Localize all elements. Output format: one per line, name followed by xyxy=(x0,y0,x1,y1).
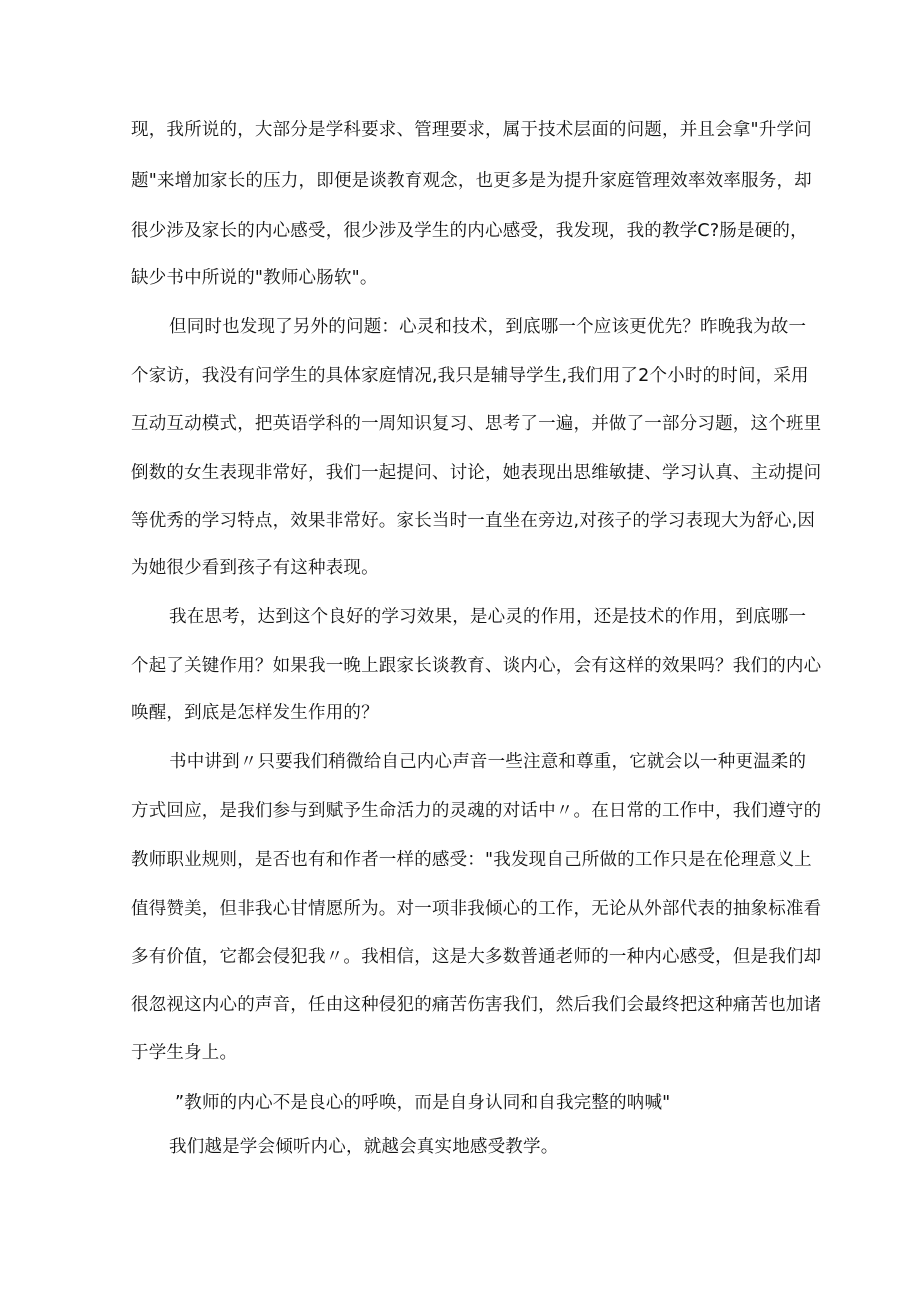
paragraph-1-line-2: 题"来增加家长的压力，即便是谈教育观念，也更多是为提升家庭管理效率效率服务，却 xyxy=(131,171,812,191)
quote-line: ”教师的内心不是良心的呼唤，而是自身认同和自我完整的呐喊" xyxy=(175,1093,671,1113)
paragraph-3-line-2: 个起了关键作用？如果我一晚上跟家长谈教育、谈内心，会有这样的效果吗？我们的内心 xyxy=(131,656,822,676)
paragraph-4-line-6: 很忽视这内心的声音，任由这种侵犯的痛苦伤害我们，然后我们会最终把这种痛苦也加诸 xyxy=(131,995,822,1015)
paragraph-1-line-3: 很少涉及家长的内心感受，很少涉及学生的内心感受，我发现，我的教学C?肠是硬的， xyxy=(131,221,808,241)
paragraph-2-line-3: 互动互动模式，把英语学科的一周知识复习、思考了一遍，并做了一部分习题，这个班里 xyxy=(131,414,822,434)
paragraph-4-line-4: 值得赞美，但非我心甘情愿所为。对一项非我倾心的工作，无论从外部代表的抽象标准看 xyxy=(131,899,822,919)
paragraph-4-line-5: 多有价值，它都会侵犯我〃。我相信，这是大多数普通老师的一种内心感受，但是我们却 xyxy=(131,947,822,967)
paragraph-2-line-5: 等优秀的学习特点，效果非常好。家长当时一直坐在旁边,对孩子的学习表现大为舒心,因 xyxy=(131,511,816,531)
paragraph-2-line-1: 但同时也发现了另外的问题：心灵和技术，到底哪一个应该更优先？昨晚我为故一 xyxy=(169,317,807,337)
paragraph-4-line-1: 书中讲到〃只要我们稍微给自己内心声音一些注意和尊重，它就会以一种更温柔的 xyxy=(169,752,807,772)
paragraph-3-line-1: 我在思考，达到这个良好的学习效果，是心灵的作用，还是技术的作用，到底哪一 xyxy=(169,607,807,627)
paragraph-4-line-7: 于学生身上。 xyxy=(131,1043,238,1063)
paragraph-4-line-3: 教师职业规则，是否也有和作者一样的感受："我发现自己所做的工作只是在伦理意义上 xyxy=(131,850,812,870)
closing-line: 我们越是学会倾听内心，就越会真实地感受教学。 xyxy=(169,1137,559,1157)
paragraph-2-line-4: 倒数的女生表现非常好，我们一起提问、讨论，她表现出思维敏捷、学习认真、主动提问 xyxy=(131,463,822,483)
paragraph-2-line-2: 个家访，我没有问学生的具体家庭情况,我只是辅导学生,我们用了2个小时的时间，采用 xyxy=(131,366,809,386)
paragraph-4-line-2: 方式回应，是我们参与到赋予生命活力的灵魂的对话中〃。在日常的工作中，我们遵守的 xyxy=(131,801,822,821)
paragraph-2-line-6: 为她很少看到孩子有这种表现。 xyxy=(131,558,379,578)
paragraph-1-line-4: 缺少书中所说的"教师心肠软"。 xyxy=(131,268,378,288)
paragraph-3-line-3: 唤醒，到底是怎样发生作用的？ xyxy=(131,703,379,723)
paragraph-1-line-1: 现，我所说的，大部分是学科要求、管理要求，属于技术层面的问题，并且会拿"升学问 xyxy=(131,120,812,140)
